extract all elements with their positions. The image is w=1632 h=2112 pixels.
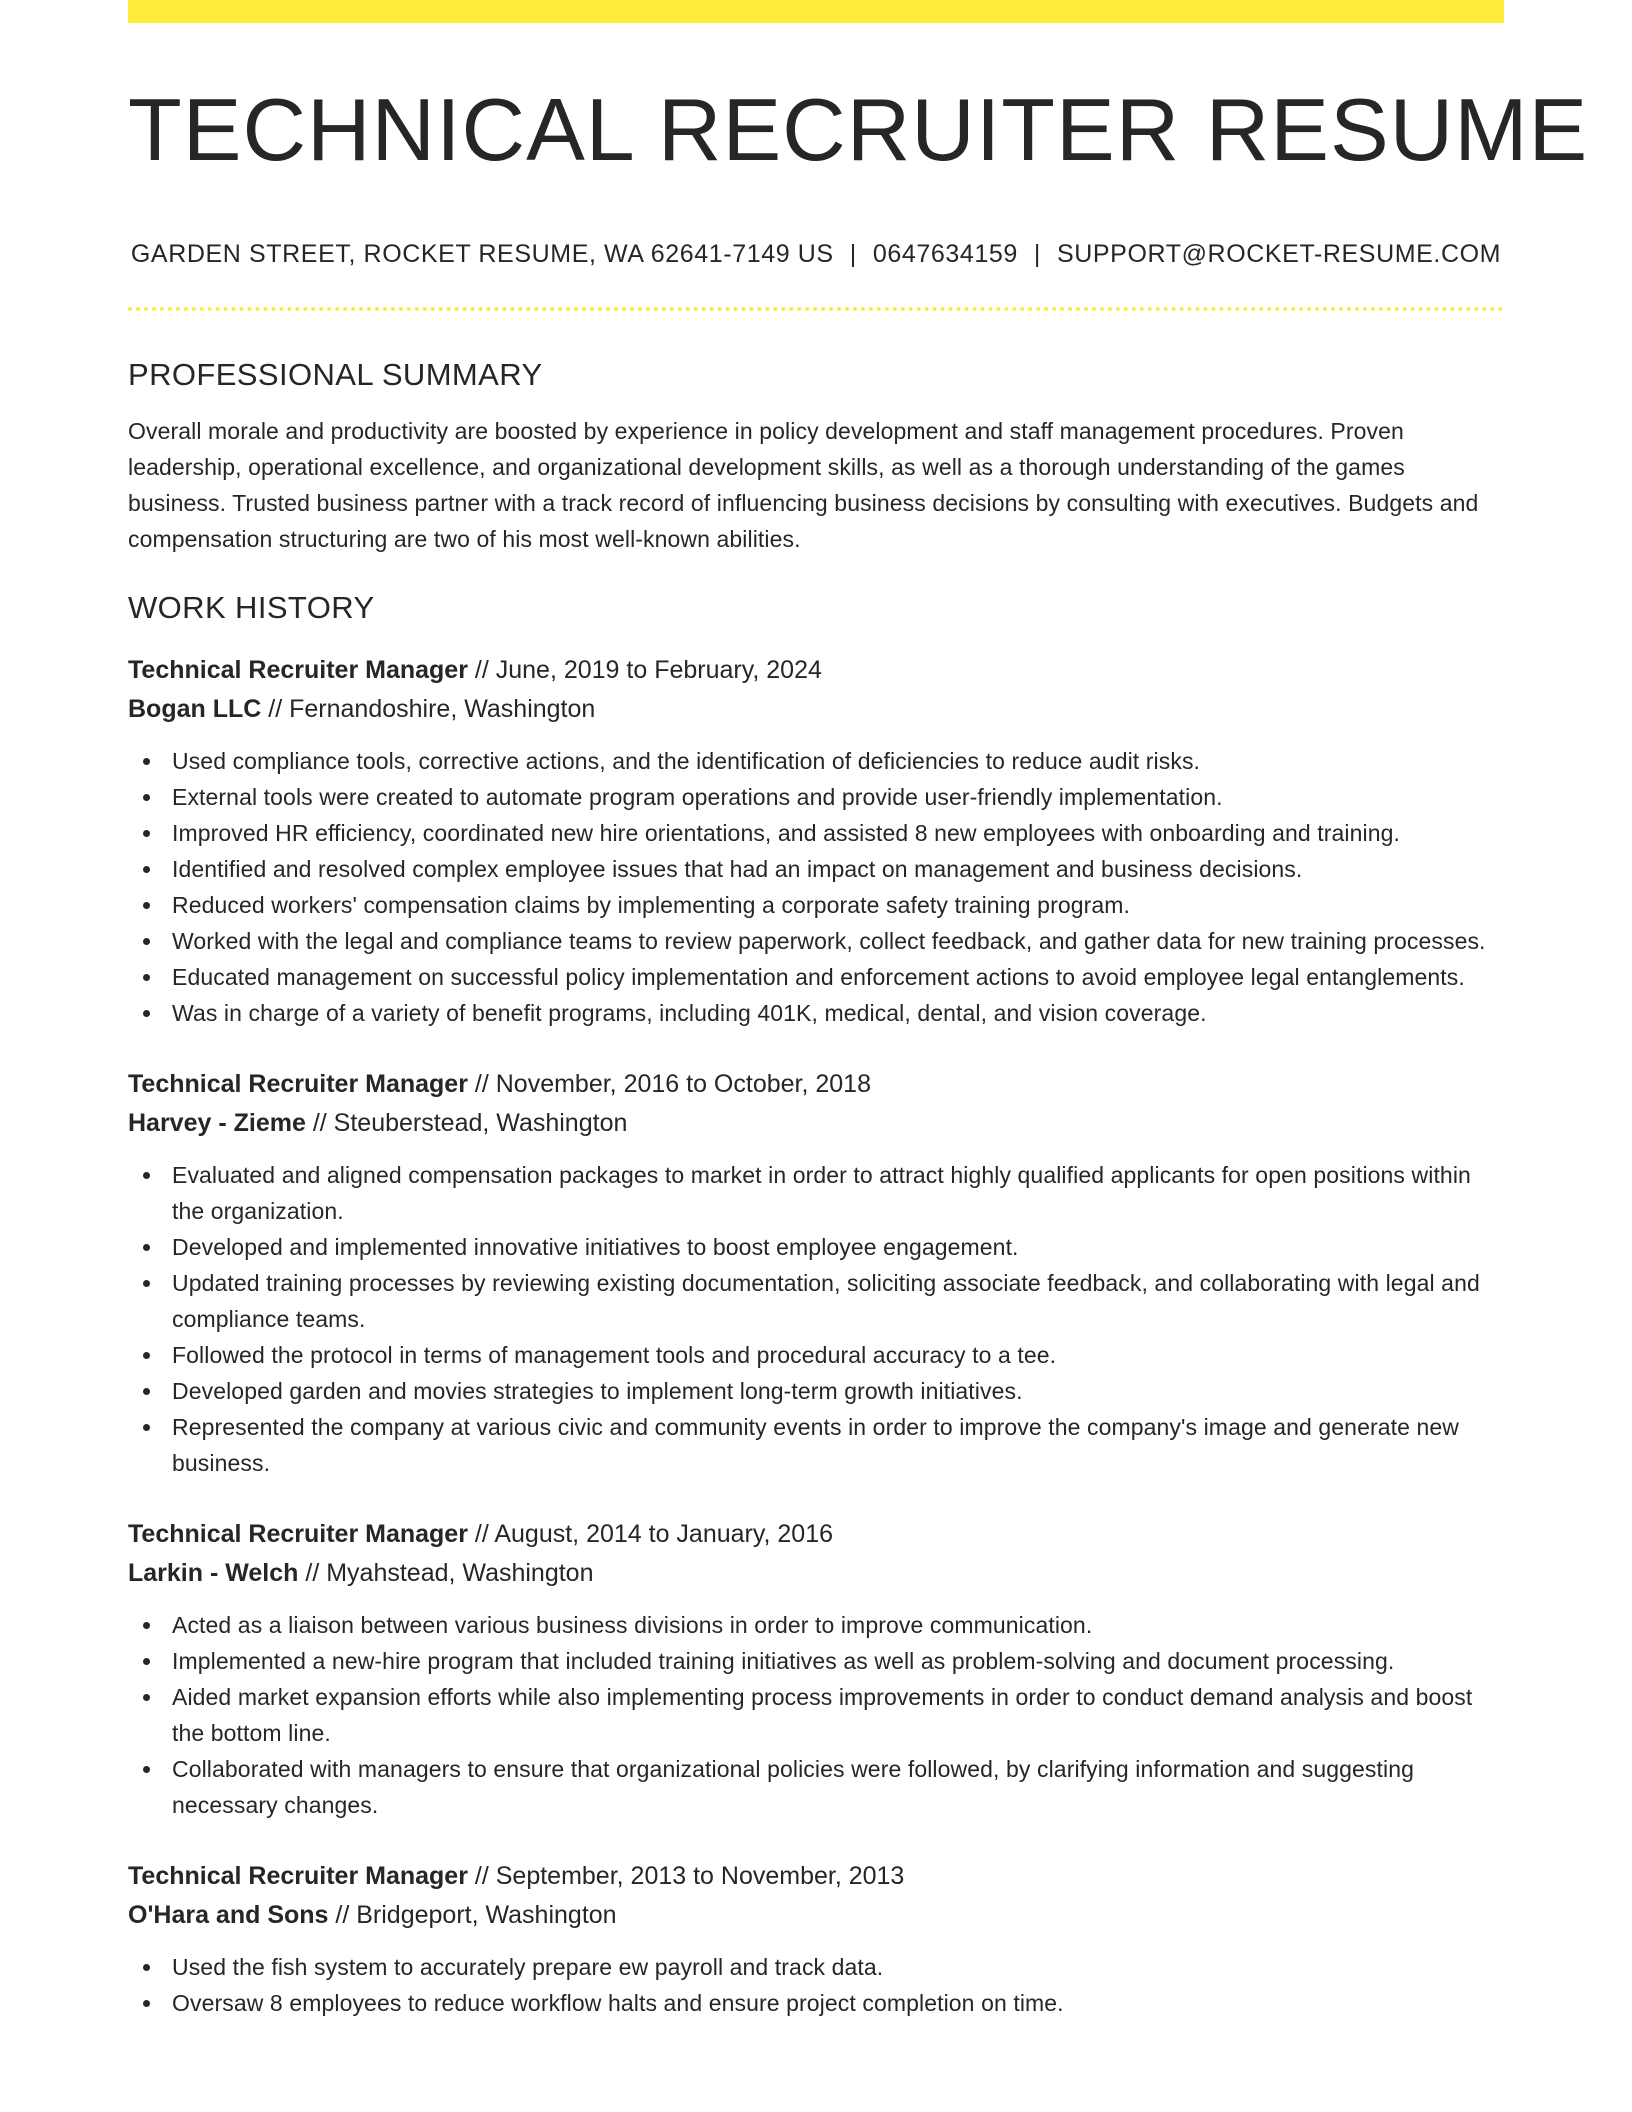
job-bullet: External tools were created to automate program operations and provide user-friendly implementation. <box>128 779 1504 815</box>
job-title-line <box>128 1857 1504 1896</box>
job-bullet: Developed and implemented innovative initiatives to boost employee engagement. <box>128 1229 1504 1265</box>
contact-phone: 0647634159 <box>872 240 1018 268</box>
job-entry <box>128 1065 1504 1481</box>
job-title: Technical Recruiter Manager <box>128 1862 468 1890</box>
work-history-section <box>128 587 1504 2021</box>
job-bullet-list <box>128 743 1504 1031</box>
summary-section <box>128 354 1504 557</box>
job-bullet-list <box>128 1607 1504 1823</box>
job-bullet: Worked with the legal and compliance teams to review paperwork, collect feedback, and gather data for new training processes. <box>128 923 1504 959</box>
job-company: O'Hara and Sons <box>128 1901 329 1929</box>
contact-address: GARDEN STREET, ROCKET RESUME, WA 62641-7149 US <box>130 240 834 268</box>
summary-text: Overall morale and productivity are boosted by experience in policy development and staff management procedures. Proven leadership, operational excellence, and organizational development skills, as well as a thorough understanding of the games business. Trusted business partner with a track record of influencing business decisions by consulting with executives. Budgets and compensation structuring are two of his most well-known abilities. <box>128 418 1479 552</box>
contact-separator: | <box>849 240 857 268</box>
contact-separator: | <box>1033 240 1041 268</box>
summary-heading: PROFESSIONAL SUMMARY <box>128 357 543 392</box>
resume-page <box>128 0 1589 2112</box>
job-bullet: Aided market expansion efforts while also implementing process improvements in order to conduct demand analysis and boost the bottom line. <box>128 1679 1504 1751</box>
job-bullet: Improved HR efficiency, coordinated new hire orientations, and assisted 8 new employees with onboarding and training. <box>128 815 1504 851</box>
job-company: Bogan LLC <box>128 695 262 723</box>
job-bullet: Educated management on successful policy implementation and enforcement actions to avoid employee legal entanglements. <box>128 959 1504 995</box>
job-bullet: Followed the protocol in terms of management tools and procedural accuracy to a tee. <box>128 1337 1504 1373</box>
job-company: Harvey - Zieme <box>128 1109 306 1137</box>
job-title: Technical Recruiter Manager <box>128 656 468 684</box>
job-separator: // <box>305 1109 334 1137</box>
job-separator: // <box>467 1070 496 1098</box>
job-company: Larkin - Welch <box>128 1559 299 1587</box>
job-separator: // <box>328 1901 357 1929</box>
job-company-line <box>128 690 1504 729</box>
job-entry <box>128 651 1504 1031</box>
job-bullet: Acted as a liaison between various business divisions in order to improve communication. <box>128 1607 1504 1643</box>
job-location: Myahstead, Washington <box>326 1559 594 1587</box>
contact-email: SUPPORT@ROCKET-RESUME.COM <box>1056 240 1502 268</box>
job-bullet-list <box>128 1157 1504 1481</box>
job-title: Technical Recruiter Manager <box>128 1520 468 1548</box>
job-bullet: Developed garden and movies strategies to implement long-term growth initiatives. <box>128 1373 1504 1409</box>
job-bullet-list <box>128 1949 1504 2021</box>
job-separator: // <box>261 695 290 723</box>
job-bullet: Collaborated with managers to ensure that organizational policies were followed, by clarifying information and suggesting necessary changes. <box>128 1751 1504 1823</box>
job-bullet: Reduced workers' compensation claims by implementing a corporate safety training program. <box>128 887 1504 923</box>
job-dates: September, 2013 to November, 2013 <box>495 1862 905 1890</box>
accent-bar <box>128 0 1504 23</box>
resume-content <box>128 354 1504 2021</box>
job-bullet: Identified and resolved complex employee issues that had an impact on management and business decisions. <box>128 851 1504 887</box>
dotted-divider <box>128 307 1504 311</box>
job-separator: // <box>467 656 496 684</box>
job-location: Steuberstead, Washington <box>333 1109 628 1137</box>
job-bullet: Was in charge of a variety of benefit programs, including 401K, medical, dental, and vision coverage. <box>128 995 1504 1031</box>
job-entry <box>128 1515 1504 1823</box>
job-company-line <box>128 1554 1504 1593</box>
contact-line <box>128 236 1504 272</box>
job-bullet: Updated training processes by reviewing existing documentation, soliciting associate feedback, and collaborating with legal and compliance teams. <box>128 1265 1504 1337</box>
job-bullet: Implemented a new-hire program that included training initiatives as well as problem-solving and document processing. <box>128 1643 1504 1679</box>
job-title: Technical Recruiter Manager <box>128 1070 468 1098</box>
job-list <box>128 651 1504 2021</box>
job-bullet: Used the fish system to accurately prepare ew payroll and track data. <box>128 1949 1504 1985</box>
work-history-heading: WORK HISTORY <box>128 590 375 625</box>
job-separator: // <box>298 1559 327 1587</box>
job-dates: November, 2016 to October, 2018 <box>495 1070 871 1098</box>
job-entry <box>128 1857 1504 2021</box>
job-bullet: Used compliance tools, corrective actions, and the identification of deficiencies to reduce audit risks. <box>128 743 1504 779</box>
job-separator: // <box>467 1862 496 1890</box>
job-separator: // <box>467 1520 495 1548</box>
job-location: Bridgeport, Washington <box>356 1901 617 1929</box>
job-company-line <box>128 1896 1504 1935</box>
job-company-line <box>128 1104 1504 1143</box>
job-bullet: Evaluated and aligned compensation packages to market in order to attract highly qualified applicants for open positions within the organization. <box>128 1157 1504 1229</box>
job-title-line <box>128 1515 1504 1554</box>
job-dates: June, 2019 to February, 2024 <box>495 656 822 684</box>
job-bullet: Oversaw 8 employees to reduce workflow halts and ensure project completion on time. <box>128 1985 1504 2021</box>
job-location: Fernandoshire, Washington <box>289 695 596 723</box>
resume-title: TECHNICAL RECRUITER RESUME <box>128 80 1589 179</box>
job-title-line <box>128 1065 1504 1104</box>
job-bullet: Represented the company at various civic and community events in order to improve the company's image and generate new business. <box>128 1409 1504 1481</box>
job-dates: August, 2014 to January, 2016 <box>494 1520 834 1548</box>
job-title-line <box>128 651 1504 690</box>
